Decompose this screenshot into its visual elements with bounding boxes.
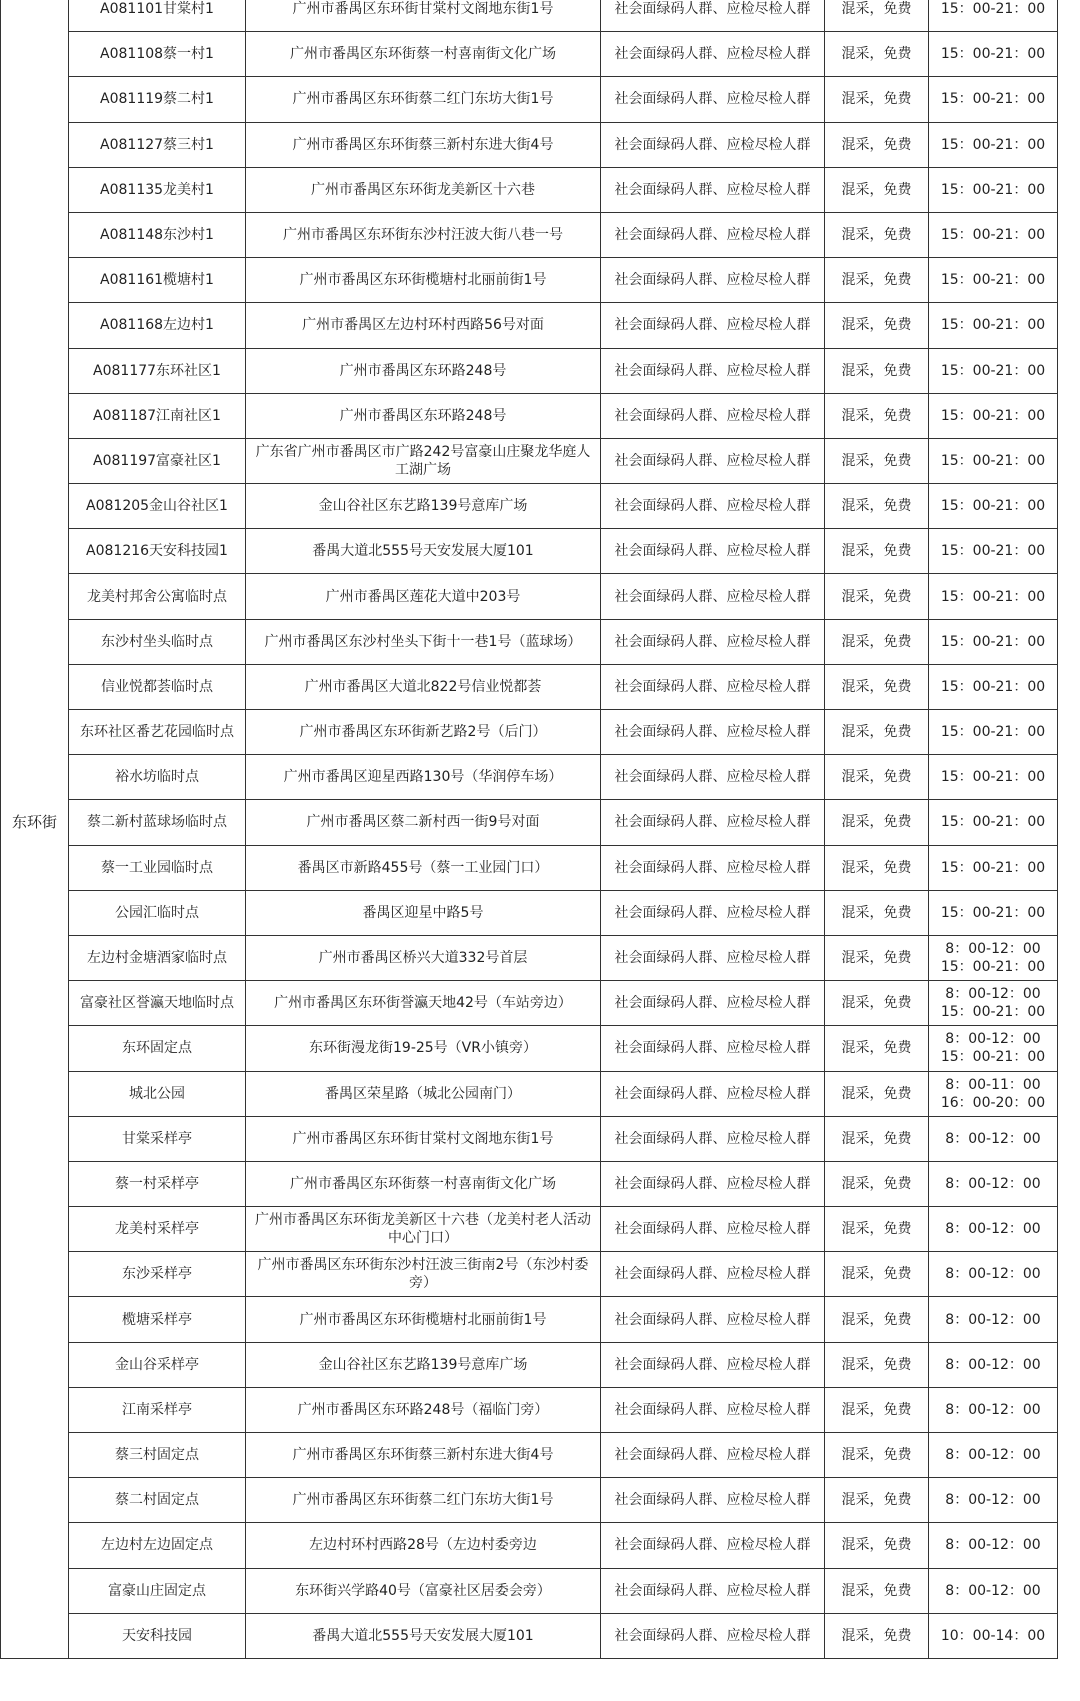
method-cell: 混采，免费	[825, 1387, 929, 1432]
method-cell: 混采，免费	[825, 0, 929, 32]
address-cell: 广州市番禺区东环街甘棠村文阁地东街1号	[246, 1116, 601, 1161]
address-cell: 广州市番禺区东环街甘棠村文阁地东街1号	[246, 0, 601, 32]
table-row	[1, 258, 1058, 303]
method-cell: 混采，免费	[825, 1161, 929, 1206]
site-name-cell: 东环固定点	[69, 1026, 246, 1071]
time-cell: 8：00-12：00 15：00-21：00	[929, 1026, 1058, 1071]
target-group-cell: 社会面绿码人群、应检尽检人群	[601, 664, 825, 709]
address-cell: 广州市番禺区东环街新艺路2号（后门）	[246, 710, 601, 755]
site-name-cell: 东沙村坐头临时点	[69, 619, 246, 664]
site-name-cell: A081108蔡一村1	[69, 32, 246, 77]
site-name-cell: 蔡一村采样亭	[69, 1161, 246, 1206]
address-cell: 番禺区迎星中路5号	[246, 890, 601, 935]
target-group-cell: 社会面绿码人群、应检尽检人群	[601, 303, 825, 348]
method-cell: 混采，免费	[825, 1568, 929, 1613]
method-cell: 混采，免费	[825, 935, 929, 980]
time-cell: 15：00-21：00	[929, 710, 1058, 755]
site-name-cell: 富豪山庄固定点	[69, 1568, 246, 1613]
method-cell: 混采，免费	[825, 574, 929, 619]
time-cell: 15：00-21：00	[929, 348, 1058, 393]
site-name-cell: A081119蔡二村1	[69, 77, 246, 122]
table-row	[1, 619, 1058, 664]
table-row	[1, 1342, 1058, 1387]
site-name-cell: 蔡三村固定点	[69, 1433, 246, 1478]
target-group-cell: 社会面绿码人群、应检尽检人群	[601, 1252, 825, 1297]
table-row	[1, 800, 1058, 845]
target-group-cell: 社会面绿码人群、应检尽检人群	[601, 981, 825, 1026]
table-row	[1, 529, 1058, 574]
time-cell: 8：00-12：00	[929, 1342, 1058, 1387]
district-cell: 东环街	[1, 0, 69, 1658]
time-cell: 15：00-21：00	[929, 845, 1058, 890]
site-name-cell: 信业悦都荟临时点	[69, 664, 246, 709]
method-cell: 混采，免费	[825, 484, 929, 529]
method-cell: 混采，免费	[825, 710, 929, 755]
method-cell: 混采，免费	[825, 1071, 929, 1116]
time-cell: 15：00-21：00	[929, 619, 1058, 664]
table-row	[1, 1568, 1058, 1613]
address-cell: 左边村环村西路28号（左边村委旁边	[246, 1523, 601, 1568]
address-cell: 金山谷社区东艺路139号意库广场	[246, 1342, 601, 1387]
target-group-cell: 社会面绿码人群、应检尽检人群	[601, 1116, 825, 1161]
time-cell: 15：00-21：00	[929, 664, 1058, 709]
time-cell: 15：00-21：00	[929, 890, 1058, 935]
method-cell: 混采，免费	[825, 393, 929, 438]
method-cell: 混采，免费	[825, 1026, 929, 1071]
time-cell: 8：00-12：00	[929, 1252, 1058, 1297]
method-cell: 混采，免费	[825, 438, 929, 483]
target-group-cell: 社会面绿码人群、应检尽检人群	[601, 258, 825, 303]
address-cell: 广州市番禺区桥兴大道332号首层	[246, 935, 601, 980]
target-group-cell: 社会面绿码人群、应检尽检人群	[601, 710, 825, 755]
target-group-cell: 社会面绿码人群、应检尽检人群	[601, 800, 825, 845]
table-row	[1, 1071, 1058, 1116]
address-cell: 番禺大道北555号天安发展大厦101	[246, 1613, 601, 1658]
target-group-cell: 社会面绿码人群、应检尽检人群	[601, 1207, 825, 1252]
table-row	[1, 1387, 1058, 1432]
method-cell: 混采，免费	[825, 1207, 929, 1252]
target-group-cell: 社会面绿码人群、应检尽检人群	[601, 32, 825, 77]
address-cell: 金山谷社区东艺路139号意库广场	[246, 484, 601, 529]
site-name-cell: 蔡二新村蓝球场临时点	[69, 800, 246, 845]
address-cell: 广州市番禺区大道北822号信业悦都荟	[246, 664, 601, 709]
method-cell: 混采，免费	[825, 800, 929, 845]
time-cell: 15：00-21：00	[929, 122, 1058, 167]
table-row	[1, 1026, 1058, 1071]
site-name-cell: 裕水坊临时点	[69, 755, 246, 800]
target-group-cell: 社会面绿码人群、应检尽检人群	[601, 1523, 825, 1568]
site-name-cell: A081127蔡三村1	[69, 122, 246, 167]
time-cell: 15：00-21：00	[929, 529, 1058, 574]
target-group-cell: 社会面绿码人群、应检尽检人群	[601, 484, 825, 529]
address-cell: 广州市番禺区东环街蔡一村喜南街文化广场	[246, 1161, 601, 1206]
address-cell: 广州市番禺区东环路248号（福临门旁）	[246, 1387, 601, 1432]
target-group-cell: 社会面绿码人群、应检尽检人群	[601, 845, 825, 890]
site-name-cell: 江南采样亭	[69, 1387, 246, 1432]
time-cell: 8：00-12：00	[929, 1433, 1058, 1478]
address-cell: 广州市番禺区东环街龙美新区十六巷（龙美村老人活动中心门口）	[246, 1207, 601, 1252]
method-cell: 混采，免费	[825, 529, 929, 574]
time-cell: 15：00-21：00	[929, 258, 1058, 303]
address-cell: 番禺区市新路455号（蔡一工业园门口）	[246, 845, 601, 890]
table-row	[1, 935, 1058, 980]
site-name-cell: 东环社区番艺花园临时点	[69, 710, 246, 755]
site-name-cell: 公园汇临时点	[69, 890, 246, 935]
site-name-cell: A081148东沙村1	[69, 212, 246, 257]
time-cell: 15：00-21：00	[929, 77, 1058, 122]
address-cell: 广州市番禺区东环街蔡三新村东进大街4号	[246, 1433, 601, 1478]
time-cell: 8：00-12：00 15：00-21：00	[929, 935, 1058, 980]
table-row	[1, 348, 1058, 393]
address-cell: 广州市番禺区东环街誉瀛天地42号（车站旁边）	[246, 981, 601, 1026]
time-cell: 8：00-12：00	[929, 1297, 1058, 1342]
time-cell: 8：00-12：00	[929, 1116, 1058, 1161]
address-cell: 东环街漫龙街19-25号（VR小镇旁）	[246, 1026, 601, 1071]
method-cell: 混采，免费	[825, 755, 929, 800]
time-cell: 8：00-12：00	[929, 1387, 1058, 1432]
table-row	[1, 167, 1058, 212]
time-cell: 15：00-21：00	[929, 0, 1058, 32]
target-group-cell: 社会面绿码人群、应检尽检人群	[601, 393, 825, 438]
target-group-cell: 社会面绿码人群、应检尽检人群	[601, 619, 825, 664]
time-cell: 8：00-12：00	[929, 1161, 1058, 1206]
target-group-cell: 社会面绿码人群、应检尽检人群	[601, 77, 825, 122]
target-group-cell: 社会面绿码人群、应检尽检人群	[601, 1387, 825, 1432]
table-row	[1, 574, 1058, 619]
target-group-cell: 社会面绿码人群、应检尽检人群	[601, 574, 825, 619]
table-row	[1, 1433, 1058, 1478]
site-name-cell: 甘棠采样亭	[69, 1116, 246, 1161]
method-cell: 混采，免费	[825, 212, 929, 257]
method-cell: 混采，免费	[825, 1613, 929, 1658]
address-cell: 广州市番禺区东环街榄塘村北丽前街1号	[246, 1297, 601, 1342]
address-cell: 广东省广州市番禺区市广路242号富豪山庄聚龙华庭人工湖广场	[246, 438, 601, 483]
address-cell: 广州市番禺区东环路248号	[246, 393, 601, 438]
address-cell: 广州市番禺区左边村环村西路56号对面	[246, 303, 601, 348]
method-cell: 混采，免费	[825, 1252, 929, 1297]
time-cell: 8：00-12：00	[929, 1523, 1058, 1568]
site-name-cell: A081216天安科技园1	[69, 529, 246, 574]
table-row	[1, 1207, 1058, 1252]
site-name-cell: 富豪社区誉瀛天地临时点	[69, 981, 246, 1026]
target-group-cell: 社会面绿码人群、应检尽检人群	[601, 1026, 825, 1071]
address-cell: 番禺区荣星路（城北公园南门）	[246, 1071, 601, 1116]
target-group-cell: 社会面绿码人群、应检尽检人群	[601, 529, 825, 574]
table-row	[1, 755, 1058, 800]
method-cell: 混采，免费	[825, 1297, 929, 1342]
address-cell: 广州市番禺区迎星西路130号（华润停车场）	[246, 755, 601, 800]
site-name-cell: A081135龙美村1	[69, 167, 246, 212]
time-cell: 15：00-21：00	[929, 438, 1058, 483]
table-row	[1, 1161, 1058, 1206]
site-name-cell: A081197富豪社区1	[69, 438, 246, 483]
table-row	[1, 122, 1058, 167]
site-name-cell: 蔡一工业园临时点	[69, 845, 246, 890]
site-name-cell: 城北公园	[69, 1071, 246, 1116]
target-group-cell: 社会面绿码人群、应检尽检人群	[601, 0, 825, 32]
time-cell: 8：00-12：00 15：00-21：00	[929, 981, 1058, 1026]
method-cell: 混采，免费	[825, 845, 929, 890]
method-cell: 混采，免费	[825, 1523, 929, 1568]
site-name-cell: A081168左边村1	[69, 303, 246, 348]
time-cell: 8：00-12：00	[929, 1207, 1058, 1252]
time-cell: 15：00-21：00	[929, 393, 1058, 438]
table-row	[1, 981, 1058, 1026]
site-name-cell: A081161榄塘村1	[69, 258, 246, 303]
target-group-cell: 社会面绿码人群、应检尽检人群	[601, 755, 825, 800]
method-cell: 混采，免费	[825, 664, 929, 709]
address-cell: 广州市番禺区东环街蔡二红门东坊大街1号	[246, 1478, 601, 1523]
address-cell: 广州市番禺区莲花大道中203号	[246, 574, 601, 619]
address-cell: 广州市番禺区东环路248号	[246, 348, 601, 393]
table-row	[1, 393, 1058, 438]
table-row	[1, 845, 1058, 890]
address-cell: 东环街兴学路40号（富豪社区居委会旁）	[246, 1568, 601, 1613]
target-group-cell: 社会面绿码人群、应检尽检人群	[601, 1433, 825, 1478]
site-name-cell: 蔡二村固定点	[69, 1478, 246, 1523]
time-cell: 8：00-12：00	[929, 1478, 1058, 1523]
method-cell: 混采，免费	[825, 1342, 929, 1387]
table-row	[1, 1523, 1058, 1568]
site-name-cell: 天安科技园	[69, 1613, 246, 1658]
site-name-cell: 龙美村邦舍公寓临时点	[69, 574, 246, 619]
time-cell: 8：00-11：00 16：00-20：00	[929, 1071, 1058, 1116]
target-group-cell: 社会面绿码人群、应检尽检人群	[601, 122, 825, 167]
target-group-cell: 社会面绿码人群、应检尽检人群	[601, 167, 825, 212]
table-body	[1, 0, 1058, 1658]
target-group-cell: 社会面绿码人群、应检尽检人群	[601, 1478, 825, 1523]
target-group-cell: 社会面绿码人群、应检尽检人群	[601, 1568, 825, 1613]
method-cell: 混采，免费	[825, 258, 929, 303]
method-cell: 混采，免费	[825, 167, 929, 212]
time-cell: 15：00-21：00	[929, 212, 1058, 257]
method-cell: 混采，免费	[825, 303, 929, 348]
target-group-cell: 社会面绿码人群、应检尽检人群	[601, 890, 825, 935]
time-cell: 15：00-21：00	[929, 303, 1058, 348]
target-group-cell: 社会面绿码人群、应检尽检人群	[601, 348, 825, 393]
table-row	[1, 890, 1058, 935]
table-row	[1, 32, 1058, 77]
address-cell: 广州市番禺区东环街龙美新区十六巷	[246, 167, 601, 212]
time-cell: 15：00-21：00	[929, 167, 1058, 212]
method-cell: 混采，免费	[825, 619, 929, 664]
target-group-cell: 社会面绿码人群、应检尽检人群	[601, 1161, 825, 1206]
site-name-cell: 金山谷采样亭	[69, 1342, 246, 1387]
method-cell: 混采，免费	[825, 981, 929, 1026]
address-cell: 番禺大道北555号天安发展大厦101	[246, 529, 601, 574]
site-name-cell: A081177东环社区1	[69, 348, 246, 393]
address-cell: 广州市番禺区东环街东沙村汪波大街八巷一号	[246, 212, 601, 257]
target-group-cell: 社会面绿码人群、应检尽检人群	[601, 438, 825, 483]
time-cell: 15：00-21：00	[929, 32, 1058, 77]
table-row	[1, 1478, 1058, 1523]
table-row	[1, 212, 1058, 257]
address-cell: 广州市番禺区东环街蔡三新村东进大街4号	[246, 122, 601, 167]
method-cell: 混采，免费	[825, 1116, 929, 1161]
site-name-cell: 左边村左边固定点	[69, 1523, 246, 1568]
target-group-cell: 社会面绿码人群、应检尽检人群	[601, 1342, 825, 1387]
target-group-cell: 社会面绿码人群、应检尽检人群	[601, 212, 825, 257]
table-row	[1, 0, 1058, 32]
site-name-cell: A081205金山谷社区1	[69, 484, 246, 529]
target-group-cell: 社会面绿码人群、应检尽检人群	[601, 1297, 825, 1342]
site-name-cell: 榄塘采样亭	[69, 1297, 246, 1342]
address-cell: 广州市番禺区东环街东沙村汪波三街南2号（东沙村委旁）	[246, 1252, 601, 1297]
site-name-cell: 龙美村采样亭	[69, 1207, 246, 1252]
method-cell: 混采，免费	[825, 890, 929, 935]
method-cell: 混采，免费	[825, 122, 929, 167]
address-cell: 广州市番禺区蔡二新村西一街9号对面	[246, 800, 601, 845]
address-cell: 广州市番禺区东环街蔡一村喜南街文化广场	[246, 32, 601, 77]
target-group-cell: 社会面绿码人群、应检尽检人群	[601, 935, 825, 980]
time-cell: 10：00-14：00	[929, 1613, 1058, 1658]
site-name-cell: 左边村金塘酒家临时点	[69, 935, 246, 980]
method-cell: 混采，免费	[825, 32, 929, 77]
table-row	[1, 484, 1058, 529]
target-group-cell: 社会面绿码人群、应检尽检人群	[601, 1071, 825, 1116]
method-cell: 混采，免费	[825, 77, 929, 122]
address-cell: 广州市番禺区东环街榄塘村北丽前街1号	[246, 258, 601, 303]
table-row	[1, 664, 1058, 709]
site-name-cell: A081187江南社区1	[69, 393, 246, 438]
method-cell: 混采，免费	[825, 1433, 929, 1478]
site-name-cell: A081101甘棠村1	[69, 0, 246, 32]
table-row	[1, 1613, 1058, 1658]
table-row	[1, 1116, 1058, 1161]
table-row	[1, 438, 1058, 483]
address-cell: 广州市番禺区东沙村坐头下街十一巷1号（蓝球场）	[246, 619, 601, 664]
target-group-cell: 社会面绿码人群、应检尽检人群	[601, 1613, 825, 1658]
address-cell: 广州市番禺区东环街蔡二红门东坊大街1号	[246, 77, 601, 122]
table-row	[1, 303, 1058, 348]
time-cell: 15：00-21：00	[929, 755, 1058, 800]
time-cell: 15：00-21：00	[929, 574, 1058, 619]
table-row	[1, 77, 1058, 122]
time-cell: 15：00-21：00	[929, 484, 1058, 529]
method-cell: 混采，免费	[825, 348, 929, 393]
site-name-cell: 东沙采样亭	[69, 1252, 246, 1297]
table-row	[1, 1252, 1058, 1297]
time-cell: 15：00-21：00	[929, 800, 1058, 845]
method-cell: 混采，免费	[825, 1478, 929, 1523]
table-row	[1, 710, 1058, 755]
time-cell: 8：00-12：00	[929, 1568, 1058, 1613]
table-row	[1, 1297, 1058, 1342]
